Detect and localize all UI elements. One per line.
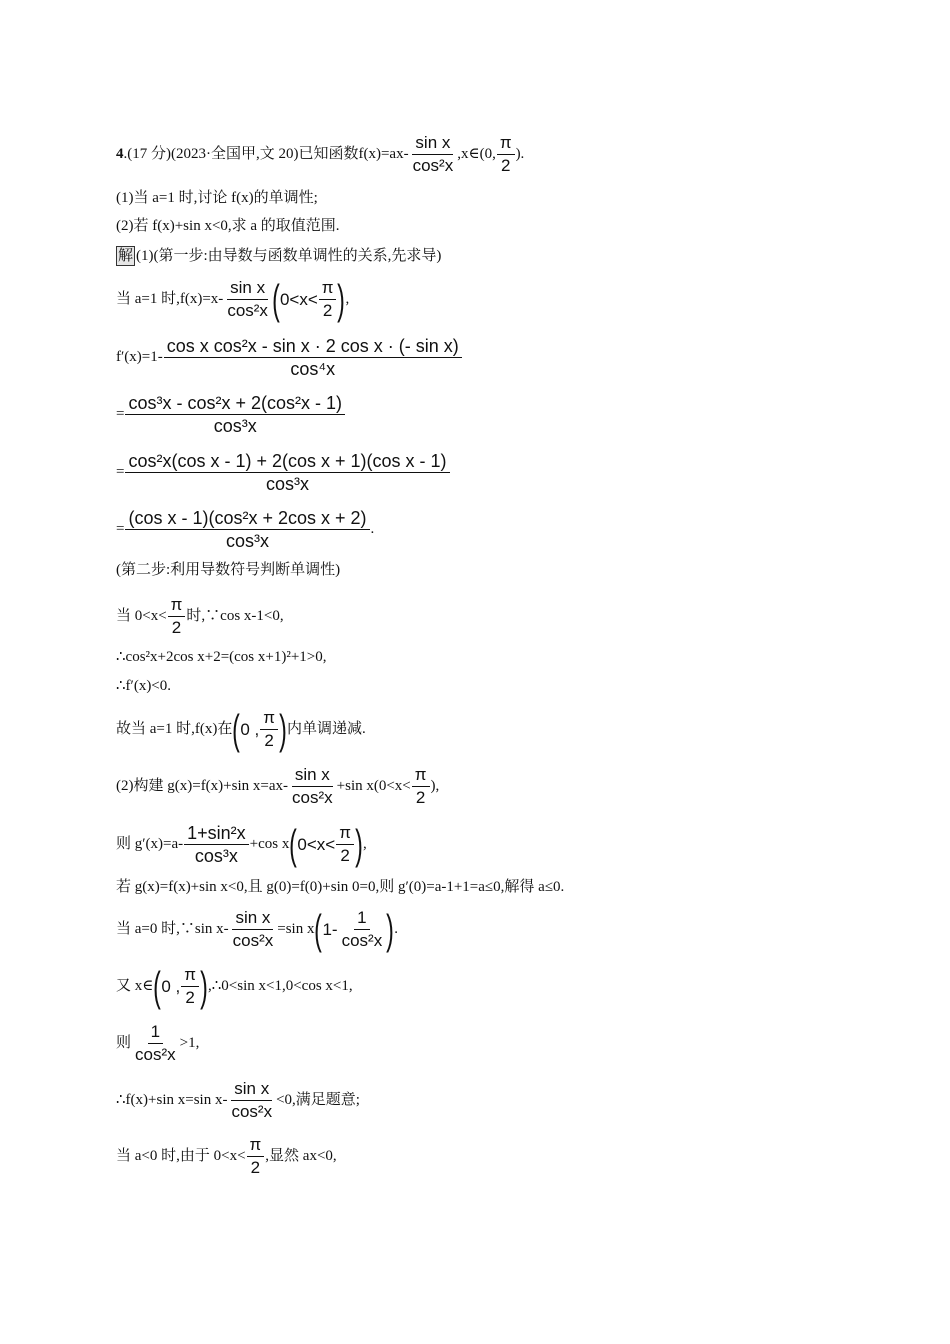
therefore-line-1 bbox=[116, 650, 327, 665]
fraction bbox=[132, 1021, 179, 1066]
g-prime-line bbox=[116, 822, 367, 867]
denominator: cos⁴x bbox=[290, 359, 336, 379]
sum-line bbox=[116, 1078, 360, 1123]
text: ∴f(x)+sin x=sin x- bbox=[116, 1092, 228, 1108]
fraction bbox=[125, 450, 449, 495]
fraction-pi-over-2 bbox=[412, 764, 430, 809]
numerator: π bbox=[336, 822, 354, 845]
part-1-question bbox=[116, 191, 318, 206]
numerator: sin x bbox=[232, 907, 273, 930]
denominator: 2 bbox=[264, 731, 274, 750]
part-2-construct bbox=[116, 764, 439, 809]
fraction bbox=[339, 907, 386, 952]
fraction-pi-over-2 bbox=[497, 132, 515, 177]
a-zero-line bbox=[116, 907, 398, 952]
fraction bbox=[125, 507, 369, 552]
denominator: 2 bbox=[171, 618, 182, 637]
question-text: (1)当 a=1 时,讨论 f(x)的单调性; bbox=[116, 190, 318, 206]
text: (2)构建 g(x)=f(x)+sin x=ax- bbox=[116, 778, 289, 794]
fraction-pi-over-2 bbox=[260, 707, 278, 752]
numerator: 1+sin²x bbox=[184, 822, 249, 845]
numerator: 1 bbox=[354, 907, 369, 930]
right-paren: ) bbox=[355, 820, 363, 868]
conclusion-line bbox=[116, 707, 366, 752]
numerator: cos x cos²x - sin x · 2 cos x · (- sin x) bbox=[164, 335, 462, 358]
numerator: sin x bbox=[231, 1078, 272, 1101]
comma: , bbox=[345, 291, 350, 307]
fraction-pi-over-2 bbox=[181, 964, 199, 1009]
equation-step-3 bbox=[116, 507, 374, 552]
text: 则 bbox=[116, 1035, 132, 1051]
numerator: cos²x(cos x - 1) + 2(cos x + 1)(cos x - 1) bbox=[125, 450, 449, 473]
fraction bbox=[224, 277, 271, 322]
equals: = bbox=[116, 521, 125, 537]
range-text: 0<x< bbox=[279, 290, 318, 309]
denominator: cos²x bbox=[231, 1102, 273, 1121]
fraction bbox=[184, 822, 249, 867]
text: ), bbox=[430, 778, 440, 794]
also-line bbox=[116, 964, 353, 1009]
text: 若 g(x)=f(x)+sin x<0,且 g(0)=f(0)+sin 0=0,则 g′(0)=a-1+1=a≤0,解得 a≤0. bbox=[116, 879, 565, 895]
equals: = bbox=[116, 406, 125, 422]
solution-step2-note bbox=[116, 563, 340, 578]
text: ∴cos²x+2cos x+2=(cos x+1)²+1>0, bbox=[116, 649, 327, 665]
numerator: π bbox=[497, 132, 515, 155]
denominator: 2 bbox=[250, 1158, 261, 1177]
right-paren: ) bbox=[386, 905, 395, 953]
fraction-pi-over-2 bbox=[336, 822, 354, 867]
text: >1, bbox=[179, 1035, 200, 1051]
solution-badge: 解 bbox=[118, 248, 134, 264]
text: +sin x(0<x< bbox=[336, 778, 411, 794]
denominator: 2 bbox=[500, 156, 511, 175]
text: 则 g′(x)=a- bbox=[116, 836, 184, 852]
denominator: cos³x bbox=[194, 846, 238, 866]
problem-number: 4 bbox=[116, 146, 124, 162]
numerator: π bbox=[181, 964, 199, 987]
fraction-pi-over-2 bbox=[168, 594, 186, 639]
numerator: π bbox=[412, 764, 430, 787]
text: 时,∵cos x-1<0, bbox=[186, 608, 284, 624]
fraction bbox=[230, 907, 277, 952]
text: +cos x bbox=[249, 836, 290, 852]
right-paren: ) bbox=[200, 962, 208, 1010]
numerator: sin x bbox=[292, 764, 333, 787]
fraction bbox=[125, 392, 345, 437]
numerator: π bbox=[168, 594, 186, 617]
numerator: π bbox=[247, 1134, 265, 1157]
condition-a-line bbox=[116, 880, 564, 895]
denominator: 2 bbox=[340, 846, 350, 865]
line-a-equals-1 bbox=[116, 277, 349, 322]
text: 当 a<0 时,由于 0<x< bbox=[116, 1148, 246, 1164]
note-text: (第二步:利用导数符号判断单调性) bbox=[116, 562, 341, 578]
text: =sin x bbox=[277, 921, 315, 937]
text: 0 , bbox=[161, 977, 181, 996]
denominator: cos²x bbox=[232, 931, 274, 950]
fraction-pi-over-2 bbox=[247, 1134, 265, 1179]
text: 1- bbox=[322, 920, 338, 939]
numerator: π bbox=[319, 277, 337, 300]
therefore-line-2 bbox=[116, 679, 171, 694]
equals: = bbox=[116, 464, 125, 480]
text: 内单调递减. bbox=[287, 721, 366, 737]
text: 故当 a=1 时,f(x)在 bbox=[116, 721, 233, 737]
fraction-pi-over-2 bbox=[319, 277, 337, 322]
denominator: cos³x bbox=[213, 416, 257, 436]
text: <0,满足题意; bbox=[276, 1092, 360, 1108]
text: 又 x∈ bbox=[116, 978, 154, 994]
text: 当 a=1 时,f(x)=x- bbox=[116, 291, 224, 307]
closing-text: ). bbox=[515, 146, 525, 162]
denominator: cos²x bbox=[412, 156, 454, 175]
solution-step1-note bbox=[116, 246, 441, 266]
numerator: sin x bbox=[412, 132, 453, 155]
problem-statement bbox=[116, 132, 524, 177]
numerator: cos³x - cos²x + 2(cos²x - 1) bbox=[125, 392, 345, 415]
problem-meta: .(17 分)(2023·全国甲,文 20)已知函数 bbox=[123, 146, 359, 162]
denominator: 2 bbox=[185, 988, 195, 1007]
condition-line bbox=[116, 594, 284, 639]
denominator: 2 bbox=[322, 301, 333, 320]
numerator: 1 bbox=[148, 1021, 163, 1044]
left-paren: ( bbox=[289, 820, 298, 868]
denominator: cos²x bbox=[135, 1045, 176, 1064]
numerator: π bbox=[260, 707, 278, 730]
denominator: cos³x bbox=[266, 474, 310, 494]
negative-a-line bbox=[116, 1134, 337, 1179]
left-paren: ( bbox=[272, 275, 280, 323]
function-definition: f(x)=ax- bbox=[358, 146, 409, 162]
then-line bbox=[116, 1021, 199, 1066]
comma: , bbox=[362, 836, 367, 852]
range-text: 0<x< bbox=[297, 835, 336, 854]
text: 当 0<x< bbox=[116, 608, 167, 624]
text: f′(x)=1- bbox=[116, 349, 163, 365]
right-paren: ) bbox=[279, 705, 287, 753]
text: ∴f′(x)<0. bbox=[116, 678, 172, 694]
fraction bbox=[228, 1078, 275, 1123]
domain-definition: ,x∈(0, bbox=[457, 146, 496, 162]
period: . bbox=[370, 521, 375, 537]
right-paren: ) bbox=[337, 275, 346, 323]
denominator: cos²x bbox=[341, 931, 383, 950]
equation-step-2 bbox=[116, 450, 451, 495]
text: ,显然 ax<0, bbox=[265, 1148, 337, 1164]
denominator: cos²x bbox=[227, 301, 268, 320]
left-paren: ( bbox=[153, 962, 162, 1010]
derivative-line bbox=[116, 335, 463, 380]
denominator: cos²x bbox=[292, 788, 333, 807]
numerator: sin x bbox=[227, 277, 268, 300]
left-paren: ( bbox=[314, 905, 323, 953]
fraction bbox=[410, 132, 457, 177]
part-2-question bbox=[116, 219, 340, 234]
note-text: (1)(第一步:由导数与函数单调性的关系,先求导) bbox=[136, 247, 442, 264]
period: . bbox=[394, 921, 398, 937]
denominator: cos³x bbox=[225, 531, 269, 551]
equation-step-1 bbox=[116, 392, 346, 437]
text: 0 , bbox=[240, 720, 260, 739]
fraction bbox=[164, 335, 462, 380]
text: ,∴0<sin x<1,0<cos x<1, bbox=[208, 978, 353, 994]
left-paren: ( bbox=[232, 705, 241, 753]
question-text: (2)若 f(x)+sin x<0,求 a 的取值范围. bbox=[116, 218, 340, 234]
text: 当 a=0 时,∵sin x- bbox=[116, 921, 229, 937]
fraction bbox=[289, 764, 336, 809]
denominator: 2 bbox=[415, 788, 426, 807]
numerator: (cos x - 1)(cos²x + 2cos x + 2) bbox=[125, 507, 369, 530]
